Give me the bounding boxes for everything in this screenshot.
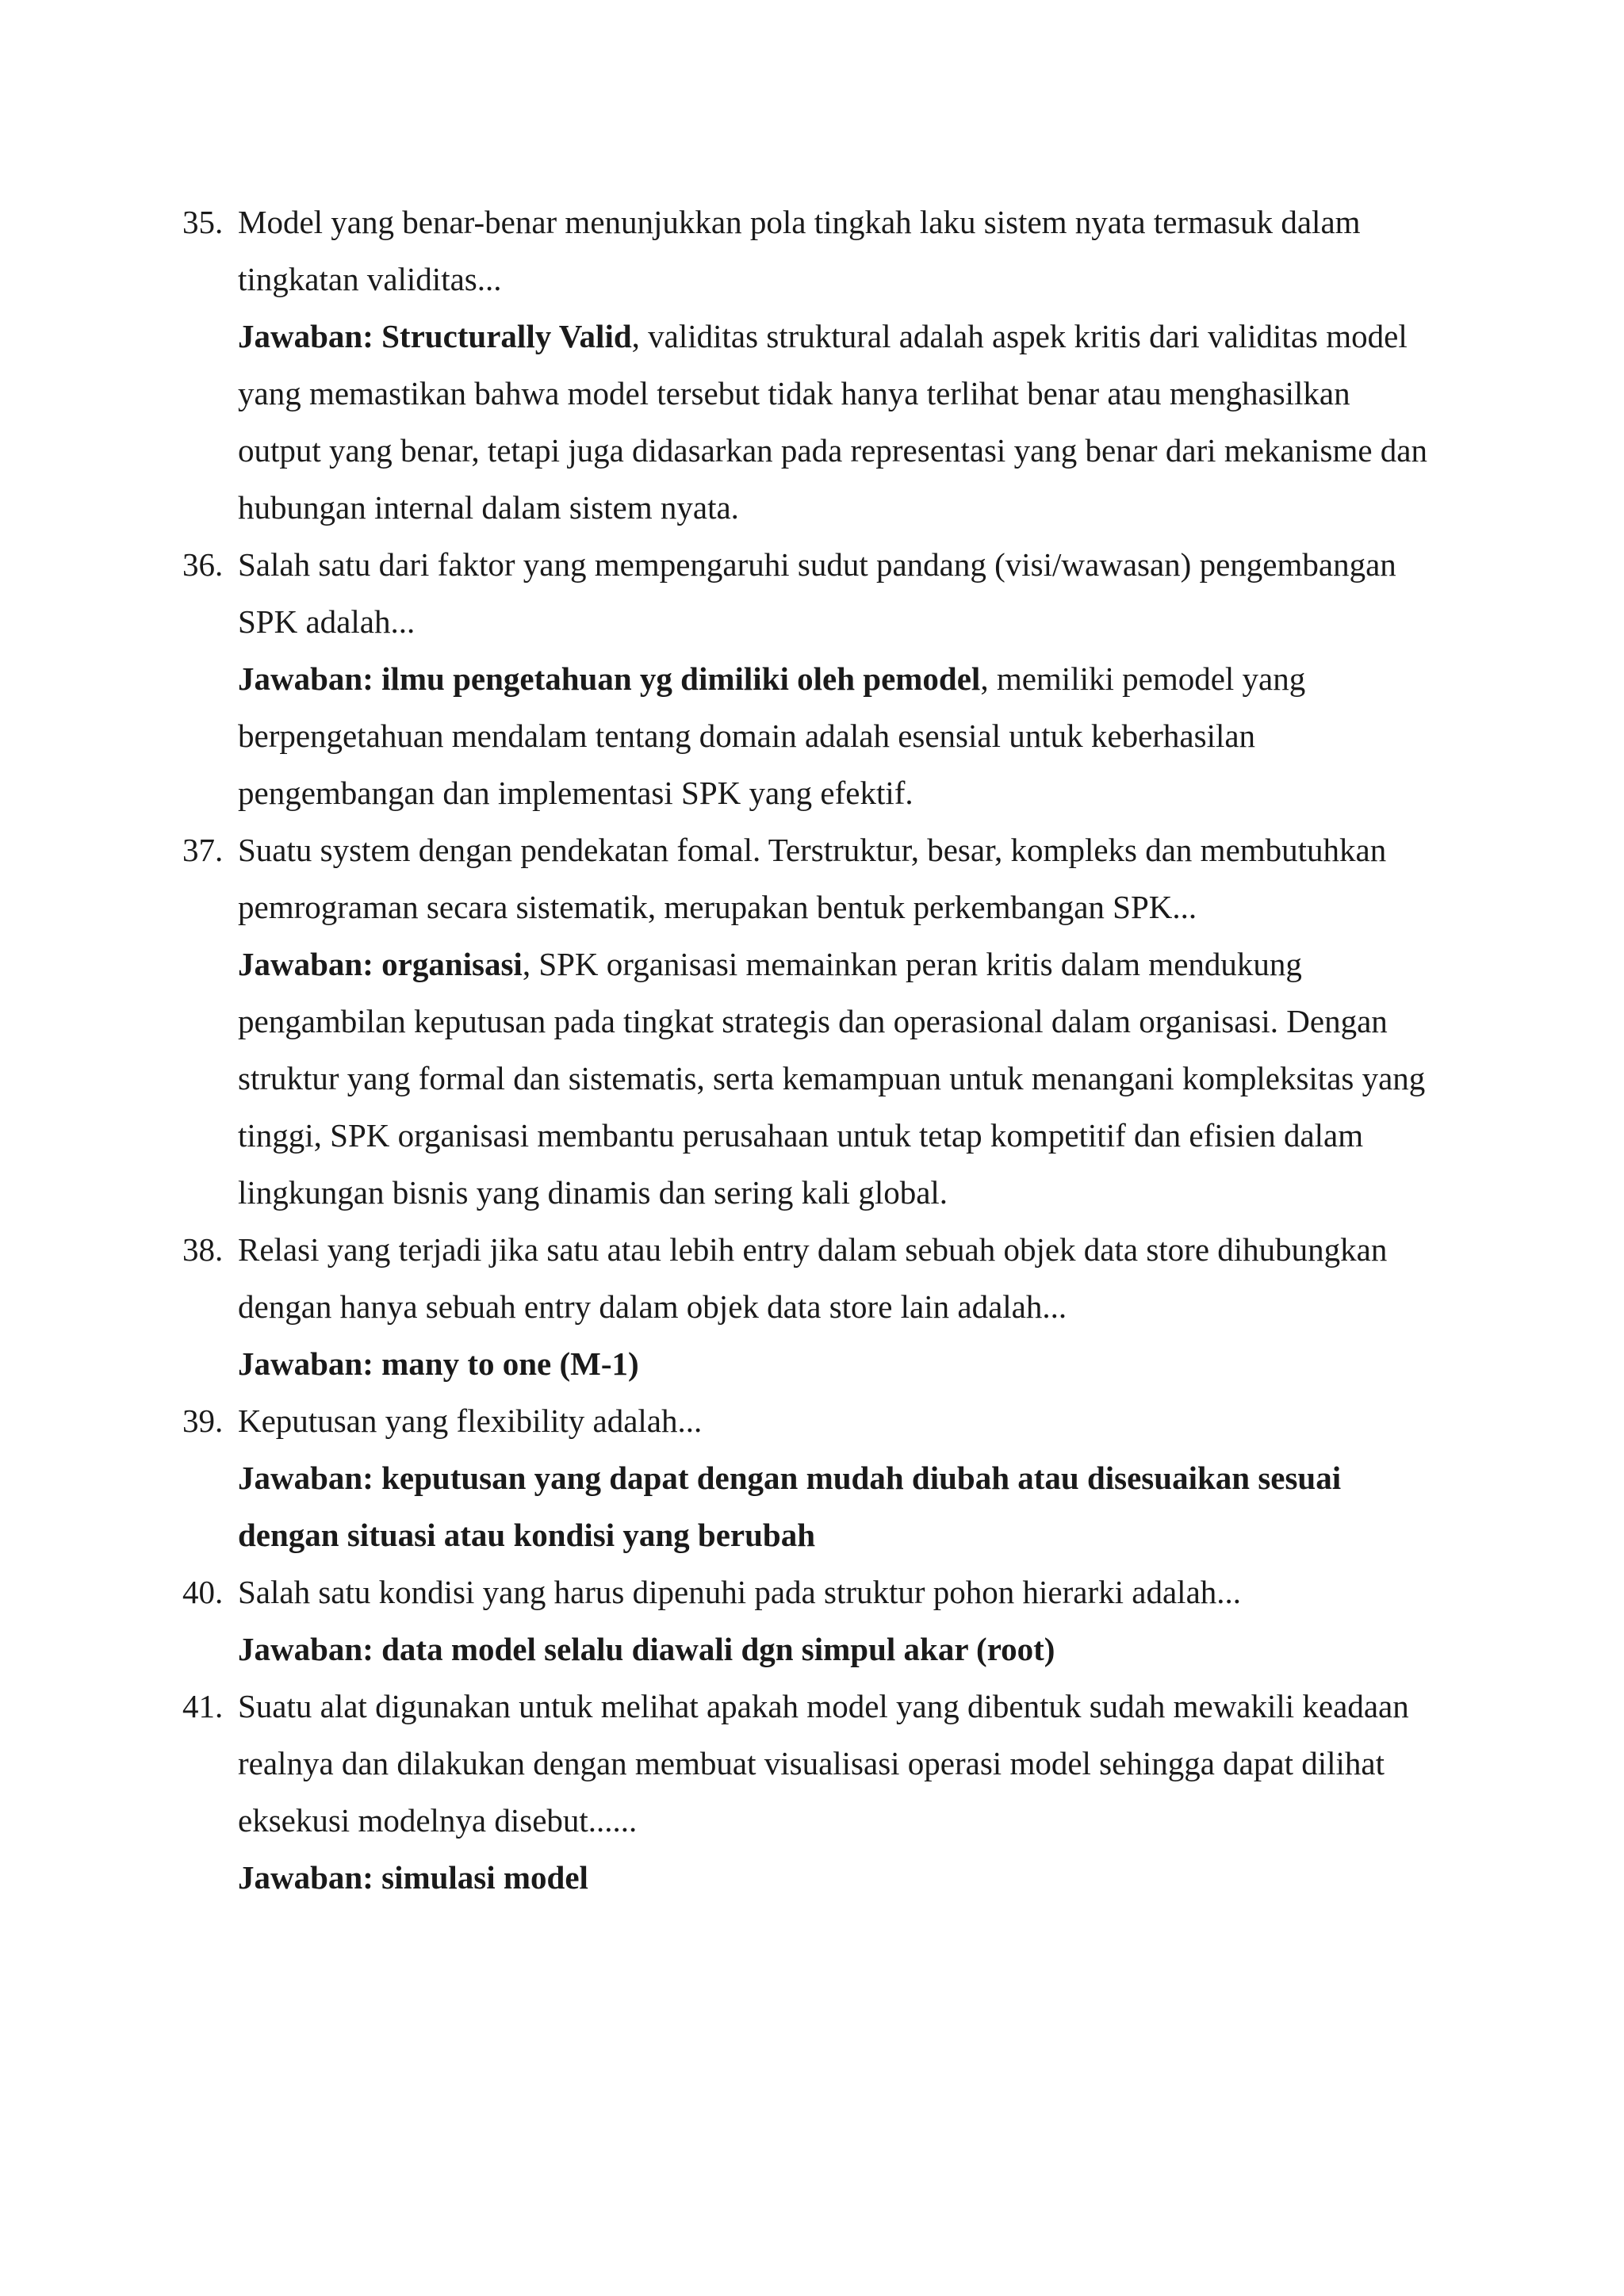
- question-text: Model yang benar-benar menunjukkan pola tingkah laku sistem nyata termasuk dalam tingkatan validitas...: [238, 204, 1361, 297]
- answer-label: Jawaban: Structurally Valid: [238, 318, 632, 354]
- question-text: Salah satu dari faktor yang mempengaruhi sudut pandang (visi/wawasan) pengembangan SPK adalah...: [238, 546, 1396, 640]
- question-text: Keputusan yang flexibility adalah...: [238, 1402, 703, 1439]
- question-text: Relasi yang terjadi jika satu atau lebih entry dalam sebuah objek data store dihubungkan dengan hanya sebuah entry dalam objek data store lain adalah...: [238, 1231, 1388, 1325]
- question-number: 40.: [182, 1574, 224, 1610]
- question-item-36: [182, 536, 1435, 821]
- question-item-39: [182, 1392, 1435, 1563]
- answer-text: [238, 308, 1435, 536]
- question-item-35: [182, 193, 1435, 536]
- answer-label: Jawaban: keputusan yang dapat dengan mudah diubah atau disesuaikan sesuai dengan situasi atau kondisi yang berubah: [238, 1460, 1342, 1553]
- answer-label: Jawaban: organisasi: [238, 946, 523, 982]
- answer-text: [238, 1335, 1435, 1392]
- answer-explanation: , SPK organisasi memainkan peran kritis dalam mendukung pengambilan keputusan pada tingkat strategis dan operasional dalam organisasi. Dengan struktur yang formal dan sistematis, serta kemampuan untuk menangani kompleksitas yang tinggi, SPK organisasi membantu perusahaan untuk tetap kompetitif dan efisien dalam lingkungan bisnis yang dinamis dan sering kali global.: [238, 946, 1426, 1211]
- question-item-38: [182, 1221, 1435, 1392]
- answer-label: Jawaban: data model selalu diawali dgn simpul akar (root): [238, 1631, 1055, 1667]
- answer-label: Jawaban: ilmu pengetahuan yg dimiliki oleh pemodel: [238, 660, 981, 697]
- question-text: Suatu alat digunakan untuk melihat apakah model yang dibentuk sudah mewakili keadaan realnya dan dilakukan dengan membuat visualisasi operasi model sehingga dapat dilihat eksekusi modelnya disebut......: [238, 1688, 1409, 1839]
- answer-explanation: , validitas struktural adalah aspek kritis dari validitas model yang memastikan bahwa model tersebut tidak hanya terlihat benar atau menghasilkan output yang benar, tetapi juga didasarkan pada representasi yang benar dari mekanisme dan hubungan internal dalam sistem nyata.: [238, 318, 1427, 526]
- question-number: 37.: [182, 832, 224, 868]
- answer-text: [238, 1621, 1435, 1678]
- question-text: Salah satu kondisi yang harus dipenuhi pada struktur pohon hierarki adalah...: [238, 1574, 1242, 1610]
- question-number: 39.: [182, 1402, 224, 1439]
- answer-explanation: , memiliki pemodel yang berpengetahuan mendalam tentang domain adalah esensial untuk keberhasilan pengembangan dan implementasi SPK yang efektif.: [238, 660, 1306, 811]
- question-number: 36.: [182, 546, 224, 583]
- question-item-40: [182, 1563, 1435, 1678]
- answer-text: [238, 650, 1435, 821]
- question-list: [182, 193, 1435, 1906]
- question-number: 38.: [182, 1231, 224, 1268]
- question-text: Suatu system dengan pendekatan fomal. Terstruktur, besar, kompleks dan membutuhkan pemrograman secara sistematik, merupakan bentuk perkembangan SPK...: [238, 832, 1387, 925]
- answer-text: [238, 1849, 1435, 1906]
- question-number: 35.: [182, 204, 224, 240]
- question-item-41: [182, 1678, 1435, 1906]
- answer-label: Jawaban: many to one (M-1): [238, 1345, 639, 1382]
- question-number: 41.: [182, 1688, 224, 1724]
- question-item-37: [182, 821, 1435, 1221]
- answer-label: Jawaban: simulasi model: [238, 1859, 588, 1896]
- answer-text: [238, 936, 1435, 1221]
- answer-text: [238, 1449, 1435, 1563]
